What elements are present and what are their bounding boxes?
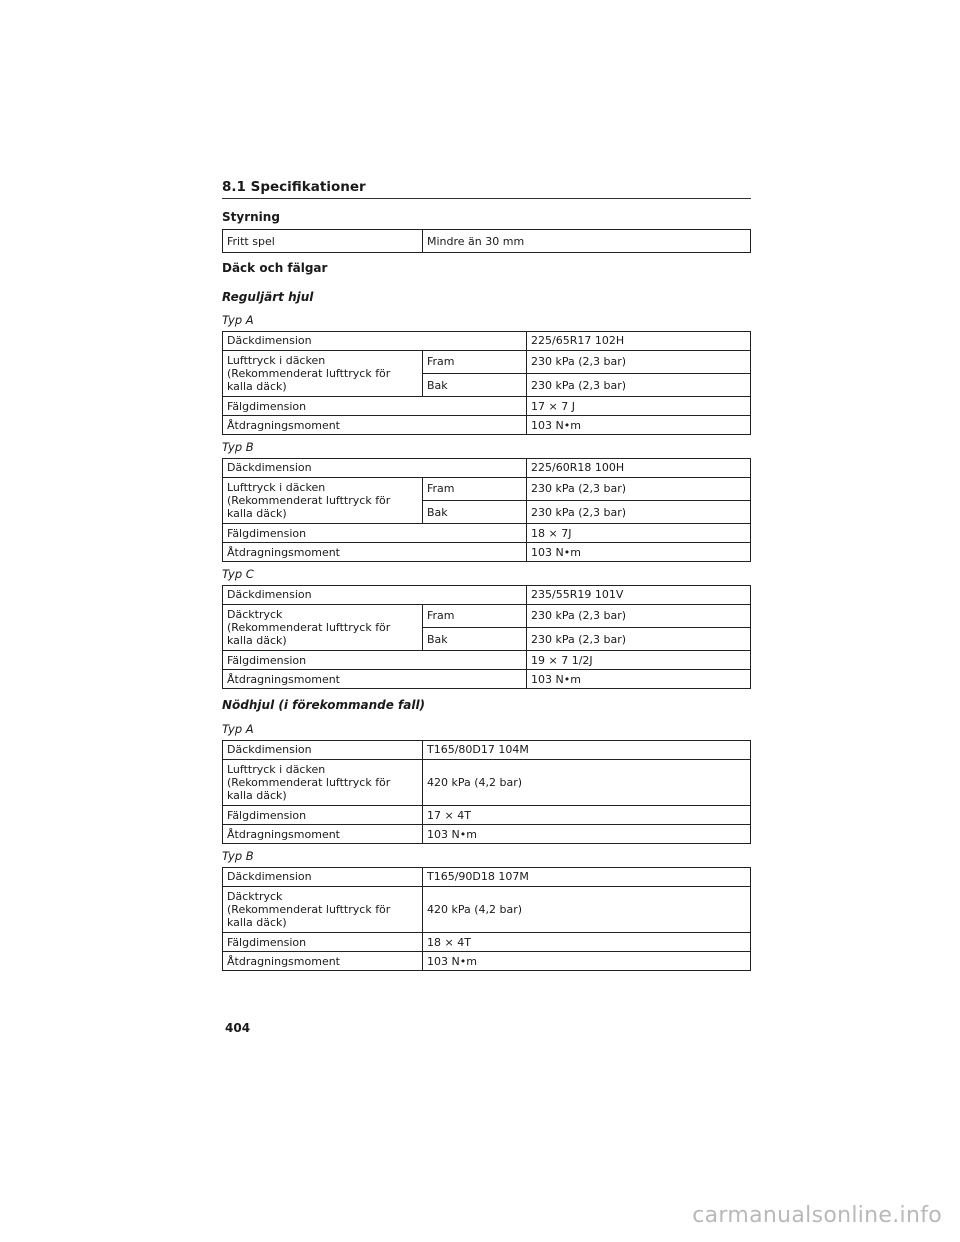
spec-value: 230 kPa (2,3 bar) xyxy=(527,604,751,627)
spec-label: Däckdimension xyxy=(223,332,527,351)
spec-label: Däcktryck (Rekommenderat lufttryck för kalla däck) xyxy=(223,886,423,932)
table-row xyxy=(223,806,751,825)
regular-typeA-label: Typ A xyxy=(222,313,254,327)
spec-label: Åtdragningsmoment xyxy=(223,670,527,689)
spec-value: T165/90D18 107M xyxy=(423,868,751,887)
table-row xyxy=(223,868,751,887)
regular-typeB-table xyxy=(222,458,751,562)
spare-typeA-label: Typ A xyxy=(222,722,254,736)
table-row xyxy=(223,759,751,805)
watermark: carmanualsonline.info xyxy=(692,1203,942,1228)
spec-label: Åtdragningsmoment xyxy=(223,543,527,562)
spec-label: Däckdimension xyxy=(223,459,527,478)
spec-sublabel: Fram xyxy=(423,350,527,373)
spec-label: Åtdragningsmoment xyxy=(223,825,423,844)
spec-value: 230 kPa (2,3 bar) xyxy=(527,374,751,397)
spare-typeA-table xyxy=(222,740,751,844)
spec-value: Mindre än 30 mm xyxy=(423,230,751,253)
spec-value: 230 kPa (2,3 bar) xyxy=(527,501,751,524)
spec-value: 225/60R18 100H xyxy=(527,459,751,478)
spec-label: Fälgdimension xyxy=(223,397,527,416)
spec-sublabel: Bak xyxy=(423,501,527,524)
page-number: 404 xyxy=(225,1021,251,1035)
table-row xyxy=(223,397,751,416)
spec-value: 230 kPa (2,3 bar) xyxy=(527,477,751,500)
spec-label: Fritt spel xyxy=(223,230,423,253)
spec-value: 103 N•m xyxy=(527,670,751,689)
spec-value: 420 kPa (4,2 bar) xyxy=(423,886,751,932)
table-row xyxy=(223,825,751,844)
table-row xyxy=(223,604,751,627)
spec-label: Fälgdimension xyxy=(223,933,423,952)
spec-sublabel: Fram xyxy=(423,477,527,500)
spec-label: Lufttryck i däcken (Rekommenderat lufttryck för kalla däck) xyxy=(223,350,423,396)
spare-typeB-label: Typ B xyxy=(222,849,254,863)
spare-typeB-table xyxy=(222,867,751,971)
spec-sublabel: Fram xyxy=(423,604,527,627)
spec-label: Åtdragningsmoment xyxy=(223,416,527,435)
spec-value: T165/80D17 104M xyxy=(423,741,751,760)
spec-value: 18 × 4T xyxy=(423,933,751,952)
spec-label: Däcktryck (Rekommenderat lufttryck för kalla däck) xyxy=(223,604,423,650)
spec-label: Fälgdimension xyxy=(223,806,423,825)
regular-typeA-table xyxy=(222,331,751,435)
spec-value: 230 kPa (2,3 bar) xyxy=(527,350,751,373)
table-row xyxy=(223,524,751,543)
spec-label: Däckdimension xyxy=(223,586,527,605)
regular-typeC-label: Typ C xyxy=(222,567,254,581)
spec-label: Åtdragningsmoment xyxy=(223,952,423,971)
table-row xyxy=(223,350,751,373)
table-row xyxy=(223,416,751,435)
spec-value: 17 × 7 J xyxy=(527,397,751,416)
spec-label: Fälgdimension xyxy=(223,651,527,670)
spec-value: 420 kPa (4,2 bar) xyxy=(423,759,751,805)
table-row xyxy=(223,651,751,670)
table-row xyxy=(223,741,751,760)
table-row xyxy=(223,332,751,351)
regular-typeB-label: Typ B xyxy=(222,440,254,454)
steering-heading: Styrning xyxy=(222,210,280,224)
spec-value: 18 × 7J xyxy=(527,524,751,543)
spec-label: Däckdimension xyxy=(223,868,423,887)
spec-label: Fälgdimension xyxy=(223,524,527,543)
spec-value: 17 × 4T xyxy=(423,806,751,825)
section-title: 8.1 Specifikationer xyxy=(222,179,751,199)
steering-table xyxy=(222,229,751,253)
spec-value: 103 N•m xyxy=(423,952,751,971)
table-row xyxy=(223,670,751,689)
spec-value: 103 N•m xyxy=(527,416,751,435)
spec-value: 19 × 7 1/2J xyxy=(527,651,751,670)
table-row xyxy=(223,543,751,562)
table-row xyxy=(223,952,751,971)
spec-value: 230 kPa (2,3 bar) xyxy=(527,628,751,651)
table-row xyxy=(223,459,751,478)
table-row xyxy=(223,586,751,605)
tires-heading: Däck och fälgar xyxy=(222,261,328,275)
spec-label: Lufttryck i däcken (Rekommenderat lufttryck för kalla däck) xyxy=(223,759,423,805)
regular-wheel-heading: Reguljärt hjul xyxy=(222,290,314,304)
spec-label: Lufttryck i däcken (Rekommenderat lufttryck för kalla däck) xyxy=(223,477,423,523)
spec-value: 225/65R17 102H xyxy=(527,332,751,351)
spec-value: 103 N•m xyxy=(423,825,751,844)
table-row xyxy=(223,230,751,253)
table-row xyxy=(223,933,751,952)
regular-typeC-table xyxy=(222,585,751,689)
spec-label: Däckdimension xyxy=(223,741,423,760)
spare-wheel-heading: Nödhjul (i förekommande fall) xyxy=(222,698,426,712)
spec-sublabel: Bak xyxy=(423,374,527,397)
table-row xyxy=(223,886,751,932)
spec-sublabel: Bak xyxy=(423,628,527,651)
spec-value: 235/55R19 101V xyxy=(527,586,751,605)
table-row xyxy=(223,477,751,500)
spec-value: 103 N•m xyxy=(527,543,751,562)
